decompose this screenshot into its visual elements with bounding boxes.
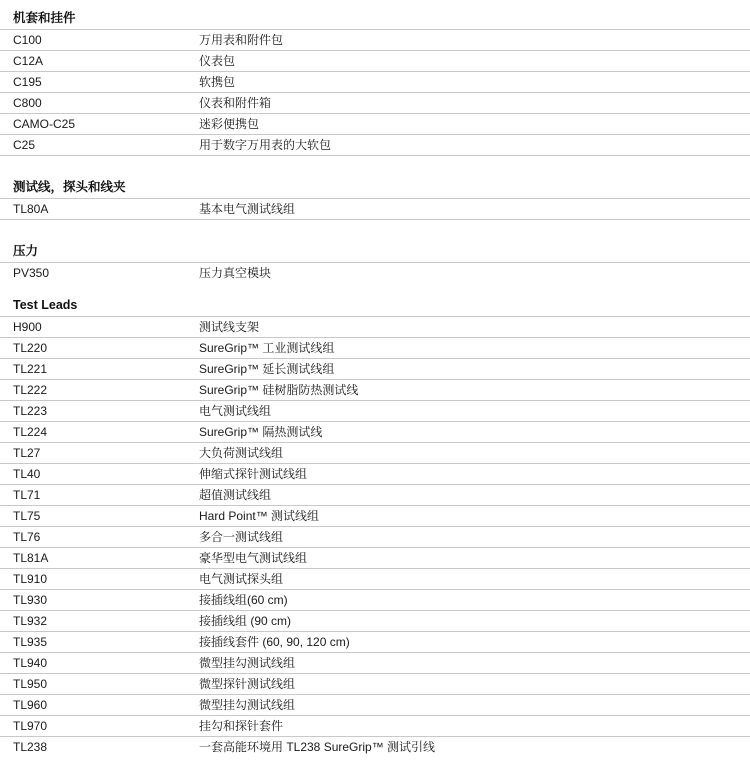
table-row bbox=[0, 526, 750, 547]
product-description: SureGrip™ 隔热测试线 bbox=[199, 425, 323, 439]
table-row bbox=[0, 262, 750, 283]
table-row bbox=[0, 547, 750, 568]
section-title-test-leads-probes: 测试线，探头和线夹 bbox=[13, 180, 126, 194]
product-code: TL40 bbox=[13, 467, 41, 481]
product-description: 压力真空模块 bbox=[199, 266, 272, 280]
product-code: TL950 bbox=[13, 677, 48, 691]
product-description: 迷彩便携包 bbox=[199, 117, 260, 131]
product-description: SureGrip™ 延长测试线组 bbox=[199, 362, 335, 376]
product-description: 豪华型电气测试线组 bbox=[199, 551, 308, 565]
product-code: PV350 bbox=[13, 266, 50, 280]
product-code: TL932 bbox=[13, 614, 48, 628]
product-code: TL222 bbox=[13, 383, 48, 397]
table-row bbox=[0, 379, 750, 400]
table-row bbox=[0, 442, 750, 463]
table-row bbox=[0, 631, 750, 652]
table-row bbox=[0, 29, 750, 50]
product-description: 挂勾和探针套件 bbox=[199, 719, 284, 733]
table-row bbox=[0, 50, 750, 71]
section-title-pressure: 压力 bbox=[13, 244, 39, 258]
product-description: 微型探针测试线组 bbox=[199, 677, 296, 691]
product-code: TL80A bbox=[13, 202, 49, 216]
product-description: 用于数字万用表的大软包 bbox=[199, 138, 332, 152]
table-row bbox=[0, 337, 750, 358]
table-row bbox=[0, 568, 750, 589]
table-row bbox=[0, 610, 750, 631]
table-row bbox=[0, 113, 750, 134]
table-row bbox=[0, 673, 750, 694]
product-description: 接插线组(60 cm) bbox=[199, 593, 288, 607]
product-description: 仪表和附件箱 bbox=[199, 96, 272, 110]
product-code: TL81A bbox=[13, 551, 49, 565]
product-code: TL223 bbox=[13, 404, 48, 418]
table-row bbox=[0, 463, 750, 484]
table-row bbox=[0, 71, 750, 92]
product-code: TL76 bbox=[13, 530, 41, 544]
table-row bbox=[0, 652, 750, 673]
product-description: Hard Point™ 测试线组 bbox=[199, 509, 320, 523]
product-description: 电气测试探头组 bbox=[199, 572, 284, 586]
product-code: TL930 bbox=[13, 593, 48, 607]
divider bbox=[0, 219, 750, 220]
table-row bbox=[0, 198, 750, 219]
product-description: 软携包 bbox=[199, 75, 236, 89]
product-code: TL221 bbox=[13, 362, 48, 376]
product-description: 多合一测试线组 bbox=[199, 530, 284, 544]
product-code: C12A bbox=[13, 54, 44, 68]
product-code: H900 bbox=[13, 320, 42, 334]
product-description: 基本电气测试线组 bbox=[199, 202, 296, 216]
product-code: C195 bbox=[13, 75, 42, 89]
product-description: 仪表包 bbox=[199, 54, 236, 68]
table-row bbox=[0, 505, 750, 526]
product-code: TL238 bbox=[13, 740, 48, 754]
product-code: C800 bbox=[13, 96, 42, 110]
product-code: TL71 bbox=[13, 488, 41, 502]
table-row bbox=[0, 358, 750, 379]
table-row bbox=[0, 694, 750, 715]
product-description: SureGrip™ 工业测试线组 bbox=[199, 341, 335, 355]
product-code: TL940 bbox=[13, 656, 48, 670]
product-description: 大负荷测试线组 bbox=[199, 446, 284, 460]
product-description: 微型挂勾测试线组 bbox=[199, 656, 296, 670]
product-description: 接插线组 (90 cm) bbox=[199, 614, 292, 628]
product-description: 微型挂勾测试线组 bbox=[199, 698, 296, 712]
product-code: TL75 bbox=[13, 509, 41, 523]
product-description: 测试线支架 bbox=[199, 320, 260, 334]
table-row bbox=[0, 400, 750, 421]
table-row bbox=[0, 715, 750, 736]
table-row bbox=[0, 736, 750, 757]
product-code: TL220 bbox=[13, 341, 48, 355]
product-code: CAMO-C25 bbox=[13, 117, 76, 131]
section-title-cases: 机套和挂件 bbox=[13, 11, 76, 25]
section-title-test-leads: Test Leads bbox=[13, 298, 78, 312]
product-description: 超值测试线组 bbox=[199, 488, 272, 502]
table-row bbox=[0, 316, 750, 337]
product-code: TL935 bbox=[13, 635, 48, 649]
product-description: 伸缩式探针测试线组 bbox=[199, 467, 308, 481]
product-description: SureGrip™ 硅树脂防热测试线 bbox=[199, 383, 359, 397]
product-code: TL224 bbox=[13, 425, 48, 439]
product-code: TL960 bbox=[13, 698, 48, 712]
table-row bbox=[0, 589, 750, 610]
table-row bbox=[0, 484, 750, 505]
product-code: TL970 bbox=[13, 719, 48, 733]
divider bbox=[0, 155, 750, 156]
product-description: 接插线套件 (60, 90, 120 cm) bbox=[199, 635, 350, 649]
product-code: C100 bbox=[13, 33, 42, 47]
product-code: C25 bbox=[13, 138, 36, 152]
product-code: TL910 bbox=[13, 572, 48, 586]
product-description: 一套高能环境用 TL238 SureGrip™ 测试引线 bbox=[199, 740, 436, 754]
product-description: 万用表和附件包 bbox=[199, 33, 284, 47]
product-code: TL27 bbox=[13, 446, 41, 460]
table-row bbox=[0, 92, 750, 113]
table-row bbox=[0, 134, 750, 155]
table-row bbox=[0, 421, 750, 442]
product-description: 电气测试线组 bbox=[199, 404, 272, 418]
